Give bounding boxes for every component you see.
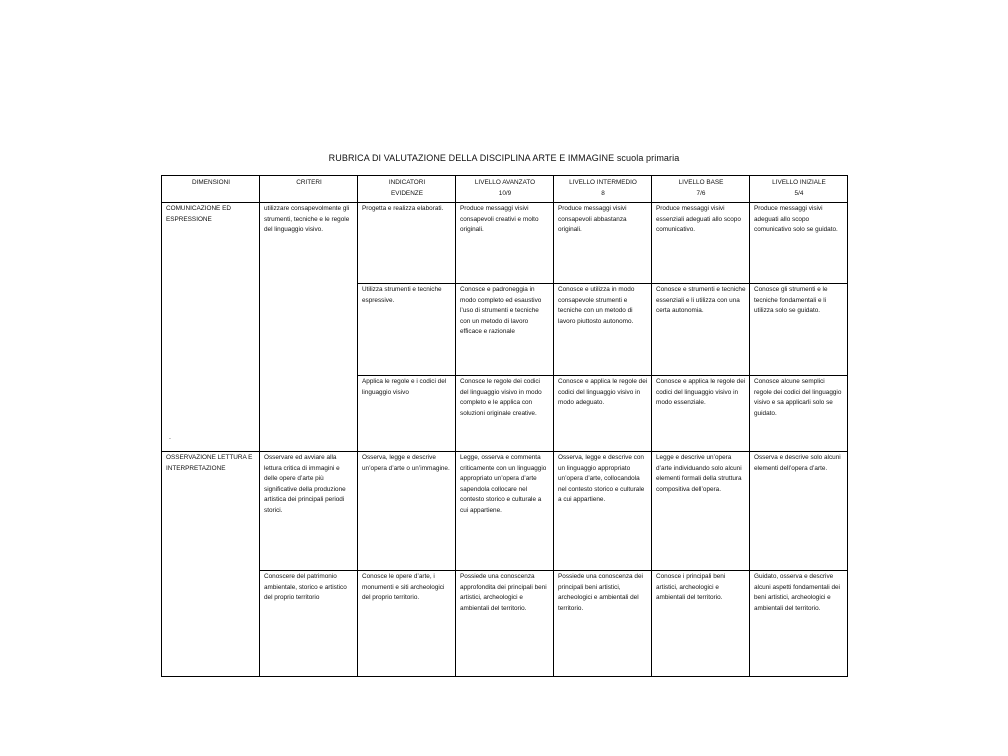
indicator-cell: Osserva, legge e descrive un’opera d’arte o un’immagine. bbox=[358, 452, 456, 571]
initial-cell: Produce messaggi visivi adeguati allo scopo comunicativo solo se guidato. bbox=[750, 203, 848, 284]
indicator-cell: Applica le regole e i codici del linguaggio visivo bbox=[358, 376, 456, 452]
header-dimensions: DIMENSIONI bbox=[162, 176, 260, 203]
header-criteria: CRITERI bbox=[260, 176, 358, 203]
advanced-cell: Legge, osserva e commenta criticamente con un linguaggio appropriato un’opera d’arte sapendola collocare nel contesto storico e culturale a cui appartiene. bbox=[456, 452, 554, 571]
header-intermediate: LIVELLO INTERMEDIO 8 bbox=[554, 176, 652, 203]
dimension-observation: OSSERVAZIONE LETTURA E INTERPRETAZIONE bbox=[162, 452, 260, 677]
advanced-cell: Produce messaggi visivi consapevoli creativi e molto originali. bbox=[456, 203, 554, 284]
table-row bbox=[162, 203, 848, 284]
indicator-cell: Utilizza strumenti e tecniche espressive. bbox=[358, 284, 456, 376]
intermediate-cell: Possiede una conoscenza dei principali beni artistici, archeologici e ambientali del territorio. bbox=[554, 571, 652, 677]
base-cell: Legge e descrive un’opera d’arte individuando solo alcuni elementi formali della struttura compositiva dell’opera. bbox=[652, 452, 750, 571]
table-row bbox=[162, 452, 848, 571]
stray-dot: . bbox=[169, 434, 171, 441]
intermediate-cell: Conosce e applica le regole dei codici del linguaggio visivo in modo adeguato. bbox=[554, 376, 652, 452]
header-row bbox=[162, 176, 848, 203]
base-cell: Produce messaggi visivi essenziali adeguati allo scopo comunicativo. bbox=[652, 203, 750, 284]
rubric-table bbox=[161, 175, 848, 677]
initial-cell: Conosce gli strumenti e le tecniche fondamentali e li utilizza solo se guidato. bbox=[750, 284, 848, 376]
initial-cell: Osserva e descrive solo alcuni elementi dell’opera d’arte. bbox=[750, 452, 848, 571]
header-advanced: LIVELLO AVANZATO 10/9 bbox=[456, 176, 554, 203]
indicator-cell: Progetta e realizza elaborati. bbox=[358, 203, 456, 284]
initial-cell: Conosce alcune semplici regole dei codici del linguaggio visivo e sa applicarli solo se guidato. bbox=[750, 376, 848, 452]
base-cell: Conosce i principali beni artistici, archeologici e ambientali del territorio. bbox=[652, 571, 750, 677]
dimension-communication: COMUNICAZIONE ED ESPRESSIONE bbox=[162, 203, 260, 452]
criteria-cell: utilizzare consapevolmente gli strumenti, tecniche e le regole del linguaggio visivo. bbox=[260, 203, 358, 452]
advanced-cell: Conosce le regole dei codici del linguaggio visivo in modo completo e le applica con soluzioni originale creative. bbox=[456, 376, 554, 452]
base-cell: Conosce e strumenti e tecniche essenziali e li utilizza con una certa autonomia. bbox=[652, 284, 750, 376]
intermediate-cell: Osserva, legge e descrive con un linguaggio appropriato un’opera d’arte, collocandola nel contesto storico e culturale a cui appartiene. bbox=[554, 452, 652, 571]
table-row bbox=[162, 571, 848, 677]
intermediate-cell: Conosce e utilizza in modo consapevole strumenti e tecniche con un metodo di lavoro piuttosto autonomo. bbox=[554, 284, 652, 376]
intermediate-cell: Produce messaggi visivi consapevoli abbastanza originali. bbox=[554, 203, 652, 284]
criteria-cell: Osservare ed avviare alla lettura critica di immagini e delle opere d’arte più significative della produzione artistica dei principali periodi storici. bbox=[260, 452, 358, 571]
advanced-cell: Possiede una conoscenza approfondita dei principali beni artistici, archeologici e ambientali del territorio. bbox=[456, 571, 554, 677]
indicator-cell: Conosce le opere d’arte, i monumenti e siti archeologici del proprio territorio. bbox=[358, 571, 456, 677]
advanced-cell: Conosce e padroneggia in modo completo ed esaustivo l’uso di strumenti e tecniche con un metodo di lavoro efficace e razionale bbox=[456, 284, 554, 376]
header-base: LIVELLO BASE 7/6 bbox=[652, 176, 750, 203]
document-title: RUBRICA DI VALUTAZIONE DELLA DISCIPLINA ARTE E IMMAGINE scuola primaria bbox=[328, 153, 680, 163]
criteria-cell: Conoscere del patrimonio ambientale, storico e artistico del proprio territorio bbox=[260, 571, 358, 677]
header-indicators: INDICATORI EVIDENZE bbox=[358, 176, 456, 203]
initial-cell: Guidato, osserva e descrive alcuni aspetti fondamentali dei beni artistici, archeologici e ambientali del territorio. bbox=[750, 571, 848, 677]
header-initial: LIVELLO INIZIALE 5/4 bbox=[750, 176, 848, 203]
base-cell: Conosce e applica le regole dei codici del linguaggio visivo in modo essenziale. bbox=[652, 376, 750, 452]
